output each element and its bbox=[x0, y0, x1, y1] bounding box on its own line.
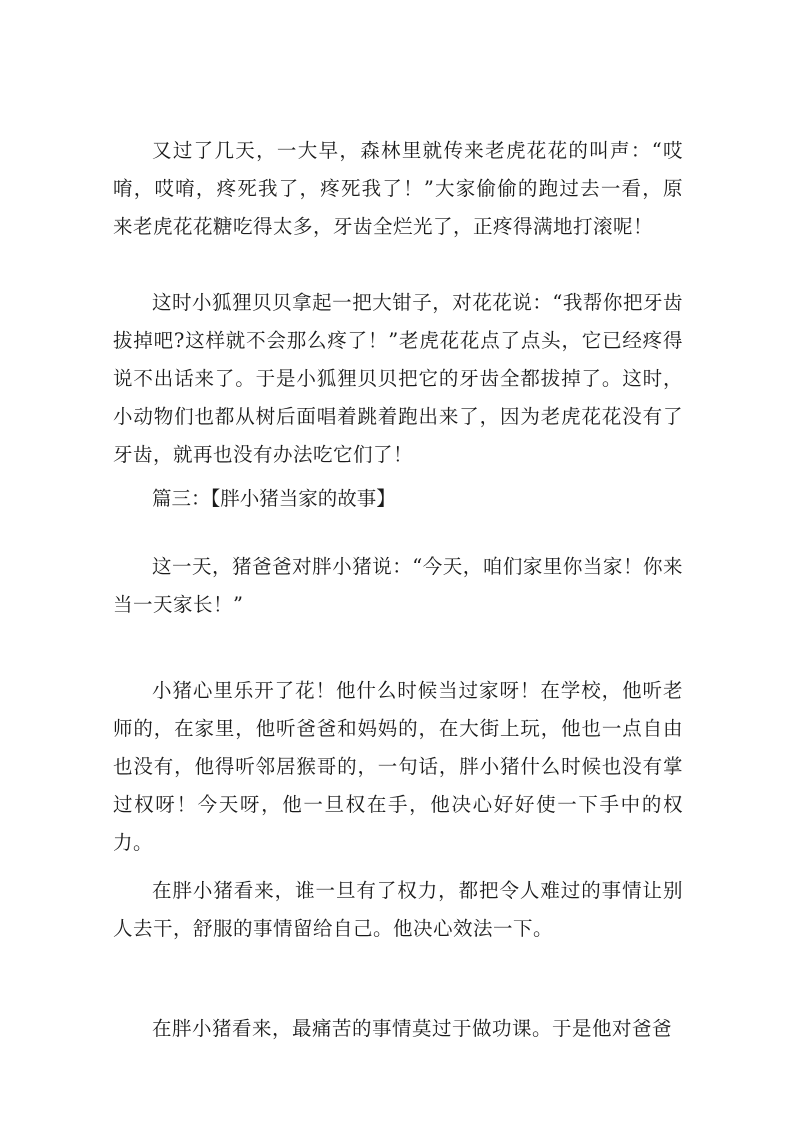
section-heading: 篇三：【胖小猪当家的故事】 bbox=[152, 487, 396, 510]
paragraph-piglet-power: 在胖小猪看来，谁一旦有了权力，都把令人难过的事情让别人去干，舒服的事情留给自己。他决心效法一下。 bbox=[113, 879, 683, 940]
paragraph-fox-pulls-teeth: 这时小狐狸贝贝拿起一把大钳子，对花花说：“我帮你把牙齿拔掉吧?这样就不会那么疼了！”老虎花花点了点头，它已经疼得说不出话来了。于是小狐狸贝贝把它的牙齿全都拔掉了。这时，小动物们也都从树后面唱着跳着跑出来了，因为老虎花花没有了牙齿，就再也没有办法吃它们了！ bbox=[113, 291, 683, 466]
paragraph-piglet-happy: 小猪心里乐开了花！他什么时候当过家呀！在学校，他听老师的，在家里，他听爸爸和妈妈的，在大街上玩，他也一点自由也没有，他得听邻居猴哥的，一句话，胖小猪什么时候也没有掌过权呀！今天呀，他一旦权在手，他决心好好使一下手中的权力。 bbox=[113, 679, 683, 854]
paragraph-piglet-homework: 在胖小猪看来，最痛苦的事情莫过于做功课。于是他对爸爸 bbox=[152, 1017, 673, 1040]
paragraph-father-pig: 这一天，猪爸爸对胖小猪说：“今天，咱们家里你当家！你来当一天家长！” bbox=[113, 555, 683, 616]
paragraph-tiger-toothache: 又过了几天，一大早，森林里就传来老虎花花的叫声：“哎唷，哎唷，疼死我了，疼死我了！”大家偷偷的跑过去一看，原来老虎花花糖吃得太多，牙齿全烂光了，正疼得满地打滚呢！ bbox=[113, 139, 683, 238]
